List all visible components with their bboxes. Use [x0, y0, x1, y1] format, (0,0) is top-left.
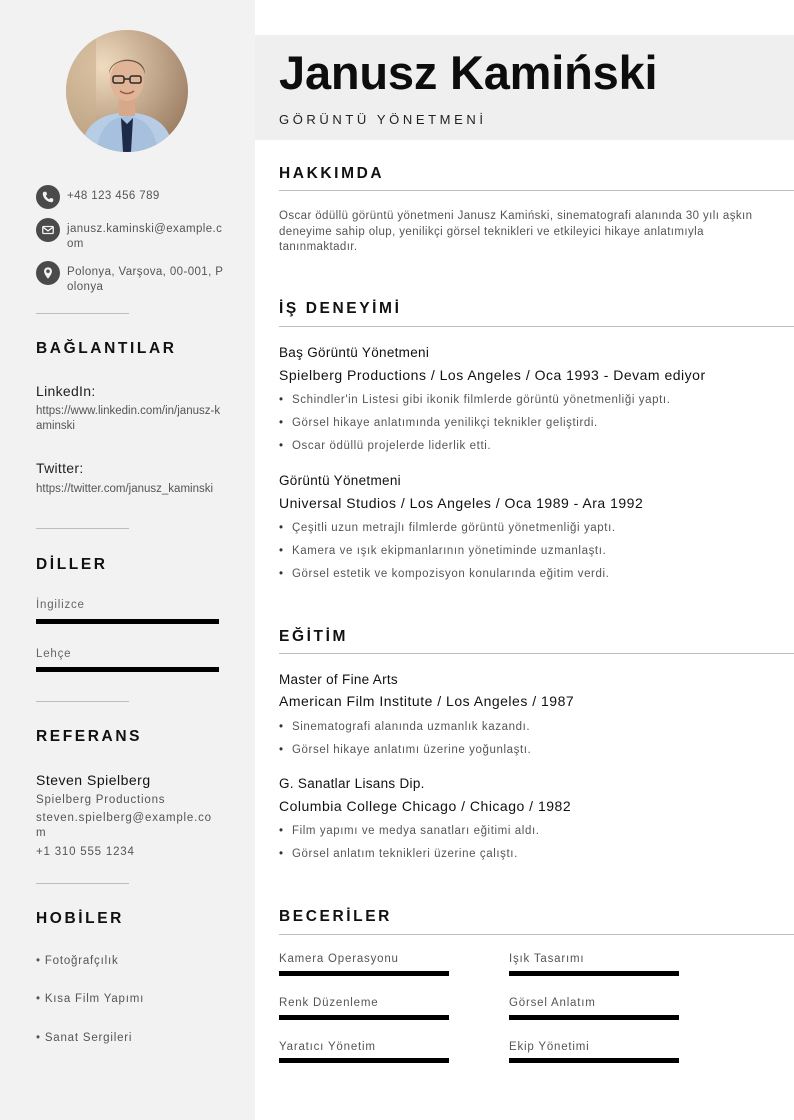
divider	[36, 313, 129, 314]
main-content	[255, 0, 794, 1120]
divider	[36, 701, 129, 702]
address-text: Polonya, Varşova, 00-001, Polonya	[67, 266, 224, 293]
divider	[36, 528, 129, 529]
degree-title: Master of Fine Arts	[279, 672, 398, 687]
degree-bullets	[279, 824, 779, 870]
contact-list	[36, 185, 236, 304]
hobby-item: • Sanat Sergileri	[36, 1032, 133, 1044]
list-item: • Görsel hikaye anlatımında yenilikçi teknikler geliştirdi.	[279, 416, 779, 439]
skill-level-bar	[279, 1015, 449, 1020]
twitter-link[interactable]: https://twitter.com/janusz_kaminski	[36, 483, 214, 495]
job-bullets	[279, 521, 779, 590]
skills-heading: BECERİLER	[279, 908, 392, 925]
list-item: • Kamera ve ışık ekipmanlarının yönetiminde uzmanlaştı.	[279, 544, 779, 567]
section-rule	[279, 934, 794, 935]
person-role: GÖRÜNTÜ YÖNETMENİ	[279, 112, 487, 127]
skill-level-bar	[279, 1058, 449, 1063]
linkedin-link[interactable]: https://www.linkedin.com/in/janusz-kaminski	[36, 405, 221, 432]
skill-name: Ekip Yönetimi	[509, 1041, 590, 1053]
skill-level-bar	[509, 1015, 679, 1020]
person-name: Janusz Kamiński	[279, 46, 658, 99]
contact-email	[36, 218, 236, 252]
contact-phone	[36, 185, 236, 209]
job-title: Görüntü Yönetmeni	[279, 473, 401, 488]
job-title: Baş Görüntü Yönetmeni	[279, 345, 430, 360]
degree-subtitle: Columbia College Chicago / Chicago / 1982	[279, 798, 572, 814]
list-item: • Görsel estetik ve kompozisyon konularında eğitim verdi.	[279, 567, 779, 590]
divider	[36, 883, 129, 884]
section-rule	[279, 653, 794, 654]
degree-title: G. Sanatlar Lisans Dip.	[279, 776, 425, 791]
list-item: • Sinematografi alanında uzmanlık kazandı.	[279, 720, 779, 743]
email-text[interactable]: janusz.kaminski@example.com	[67, 223, 223, 250]
hobby-item: • Kısa Film Yapımı	[36, 993, 145, 1005]
job-bullets	[279, 393, 779, 462]
degree-bullets	[279, 720, 779, 766]
list-item: • Görsel hikaye anlatımı üzerine yoğunlaştı.	[279, 743, 779, 766]
email-icon	[36, 218, 60, 242]
links-heading: BAĞLANTILAR	[36, 340, 177, 357]
section-rule	[279, 326, 794, 327]
hobby-item: • Fotoğrafçılık	[36, 955, 119, 967]
education-heading: EĞİTİM	[279, 628, 348, 645]
skill-name: Işık Tasarımı	[509, 953, 585, 965]
skill-name: Renk Düzenleme	[279, 997, 379, 1009]
twitter-label: Twitter:	[36, 460, 84, 476]
skill-name: Yaratıcı Yönetim	[279, 1041, 376, 1053]
experience-heading: İŞ DENEYİMİ	[279, 300, 402, 317]
reference-heading: REFERANS	[36, 728, 143, 745]
phone-text[interactable]: +48 123 456 789	[67, 190, 160, 202]
list-item: • Görsel anlatım teknikleri üzerine çalıştı.	[279, 847, 779, 870]
skill-name: Görsel Anlatım	[509, 997, 596, 1009]
skill-level-bar	[509, 1058, 679, 1063]
about-heading: HAKKIMDA	[279, 165, 385, 182]
location-pin-icon	[36, 261, 60, 285]
language-name: İngilizce	[36, 599, 85, 611]
about-text: Oscar ödüllü görüntü yönetmeni Janusz Kamiński, sinematografi alanında 30 yılı aşkın deneyime sahip olup, yenilikçi görsel teknikleri ve etkileyici hikaye anlatımıyla tanınmaktadır.	[279, 210, 753, 253]
skill-name: Kamera Operasyonu	[279, 953, 399, 965]
skill-level-bar	[279, 971, 449, 976]
section-rule	[279, 190, 794, 191]
profile-photo	[66, 30, 188, 152]
hobbies-heading: HOBİLER	[36, 910, 124, 927]
phone-icon	[36, 185, 60, 209]
degree-subtitle: American Film Institute / Los Angeles / 1987	[279, 693, 575, 709]
job-subtitle: Universal Studios / Los Angeles / Oca 1989 - Ara 1992	[279, 495, 644, 511]
skill-level-bar	[509, 971, 679, 976]
contact-address	[36, 261, 236, 295]
language-name: Lehçe	[36, 648, 72, 660]
languages-heading: DİLLER	[36, 556, 108, 573]
list-item: • Çeşitli uzun metrajlı filmlerde görüntü yönetmenliği yaptı.	[279, 521, 779, 544]
language-level-bar	[36, 619, 219, 624]
reference-name: Steven Spielberg	[36, 772, 151, 788]
reference-email[interactable]: steven.spielberg@example.com	[36, 812, 212, 839]
list-item: • Film yapımı ve medya sanatları eğitimi aldı.	[279, 824, 779, 847]
reference-phone: +1 310 555 1234	[36, 846, 135, 858]
list-item: • Oscar ödüllü projelerde liderlik etti.	[279, 439, 779, 462]
language-level-bar	[36, 667, 219, 672]
linkedin-label: LinkedIn:	[36, 383, 96, 399]
reference-company: Spielberg Productions	[36, 794, 166, 806]
job-subtitle: Spielberg Productions / Los Angeles / Oca 1993 - Devam ediyor	[279, 367, 706, 383]
sidebar	[0, 0, 255, 1120]
portrait-image	[66, 30, 188, 152]
list-item: • Schindler'in Listesi gibi ikonik filmlerde görüntü yönetmenliği yaptı.	[279, 393, 779, 416]
